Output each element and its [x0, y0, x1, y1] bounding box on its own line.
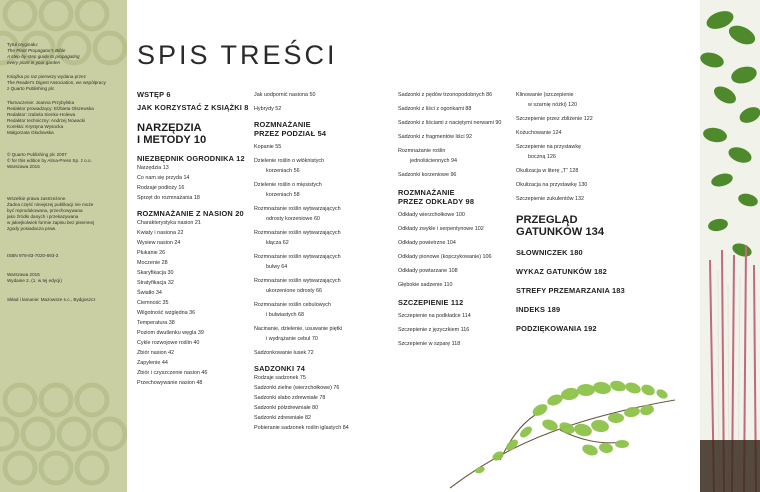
toc-entry: Sadzonki zdrewniałe 82 — [254, 415, 311, 421]
toc-entry: Hybrydy 52 — [254, 106, 282, 112]
toc-heading: SZCZEPIENIE 112 — [398, 298, 464, 307]
imprint-line: © for this edition by Alma-Press Sp. z o.o. — [7, 158, 92, 163]
toc-entry: Klinowanie (szczepienie — [516, 92, 574, 98]
imprint-line: być reprodukowana, przechowywana — [7, 208, 83, 213]
toc-entry: Narzędzia 13 — [137, 165, 169, 171]
toc-entry: Pobieranie sadzonek roślin iglastych 84 — [254, 425, 349, 431]
toc-entry: Co nam się przyda 14 — [137, 175, 190, 181]
toc-entry: Dzielenie roślin o włóknistych — [254, 158, 325, 164]
toc-entry: Odkłady pionowe (kopczykowanie) 106 — [398, 254, 492, 260]
toc-entry: Zbiór nasion 42 — [137, 350, 175, 356]
toc-column-3 — [398, 90, 510, 349]
toc-entry: Odkłady zwykłe i serpentynowe 102 — [398, 226, 484, 232]
toc-entry: Jak uodpornić nasiona 50 — [254, 92, 316, 98]
toc-entry: Sadzonki półzdrewniałe 80 — [254, 405, 319, 411]
toc-entry: Zapylenie 44 — [137, 360, 168, 366]
toc-entry: Okulizacja na przystawkę 130 — [516, 182, 588, 188]
toc-entry: Rozmnażanie roślin cebulowych — [254, 302, 332, 308]
toc-entry: bulwy 64 — [266, 264, 288, 270]
toc-entry: Rodzaje sadzonek 75 — [254, 375, 306, 381]
imprint-line: zgody posiadacza praw. — [7, 226, 57, 231]
toc-heading: STREFY PRZEMARZANIA 183 — [516, 286, 625, 295]
toc-entry: Szczepienie zukulentów 132 — [516, 196, 585, 202]
toc-entry: Sadzonki z liściami z naciętymi nerwami 90 — [398, 120, 502, 126]
imprint-line: Redaktor techniczny: Andrzej Nowacki — [7, 118, 86, 123]
toc-entry: Sprzęt do rozmnażania 18 — [137, 195, 200, 201]
toc-section-heading: PRZEGLĄD — [516, 214, 578, 226]
toc-entry: korzeniach 58 — [266, 192, 300, 198]
imprint-line: w jakiejkolwiek formie zapisu bez pisemnej — [7, 220, 95, 225]
imprint-line: Warszawa 2015 — [7, 272, 40, 277]
toc-column-1 — [137, 90, 249, 388]
toc-entry: Rozmnażanie roślin wytwarzających — [254, 254, 341, 260]
toc-entry: Ciemność 35 — [137, 300, 169, 306]
imprint-line: Żadna część niniejszej publikacji nie może — [7, 202, 94, 207]
imprint-line: Warszawa 2015 — [7, 164, 40, 169]
imprint-line: ISBN 978-83-7020-693-3 — [7, 253, 59, 258]
toc-entry: Rozmnażanie roślin — [398, 148, 446, 154]
toc-entry: Sadzonki z liści z ogonkami 88 — [398, 106, 472, 112]
toc-heading: ROZMNAŻANIE — [398, 188, 455, 197]
imprint-line: The Reader's Digest Association, we współpracy — [7, 80, 106, 85]
toc-entry: korzeniach 56 — [266, 168, 300, 174]
imprint-edition — [7, 272, 121, 284]
toc-heading: INDEKS 189 — [516, 305, 561, 314]
imprint-typesetting — [7, 297, 121, 303]
toc-entry: Stratyfikacja 32 — [137, 280, 174, 286]
toc-entry: Temperatura 38 — [137, 320, 175, 326]
toc-heading: SŁOWNICZEK 180 — [516, 248, 583, 257]
toc-entry: Sadzonkowanie łusek 72 — [254, 350, 314, 356]
imprint-line: Tytuł oryginału: — [7, 42, 38, 47]
toc-entry: Szczepienie na podkładce 114 — [398, 313, 471, 319]
toc-heading: PODZIĘKOWANIA 192 — [516, 324, 597, 333]
toc-section-heading: NARZĘDZIA — [137, 122, 202, 134]
imprint-copyright — [7, 152, 121, 170]
toc-heading: ROZMNAŻANIE — [254, 120, 311, 129]
imprint-line: © Quarto Publishing plc 2007 — [7, 152, 67, 157]
imprint-credits — [7, 100, 121, 136]
toc-entry: Głębokie sadzenie 110 — [398, 282, 453, 288]
toc-entry: Moczenie 28 — [137, 260, 168, 266]
toc-entry: Rozmnażanie roślin wytwarzających — [254, 278, 341, 284]
toc-entry: i bulwiastych 68 — [266, 312, 305, 318]
toc-entry: Okulizacja w literę „T” 128 — [516, 168, 579, 174]
toc-entry: w szarnię nóżki) 120 — [528, 102, 578, 108]
toc-entry: ukorzenione odrosty 66 — [266, 288, 323, 294]
toc-entry: Odkłady powtarzane 108 — [398, 268, 458, 274]
toc-entry: Kożuchowanie 124 — [516, 130, 562, 136]
toc-heading: NIEZBĘDNIK OGRODNIKA 12 — [137, 154, 245, 163]
toc-entry: Sadzonki z pędów trzonopodobnych 86 — [398, 92, 493, 98]
toc-entry: Odkłady powietrzne 104 — [398, 240, 456, 246]
toc-entry: Kwiaty i nasiona 22 — [137, 230, 184, 236]
imprint-line: Redaktor prowadzący: Elżbieta Olszewska — [7, 106, 94, 111]
imprint-publisher — [7, 74, 121, 92]
toc-entry: Wysiew nasion 24 — [137, 240, 181, 246]
imprint-original-title — [7, 42, 121, 66]
toc-entry: Szczepienie w szparę 118 — [398, 341, 461, 347]
imprint-line: z Quarto Publishing plc — [7, 86, 55, 91]
toc-entry: Charakterystyka nasion 21 — [137, 220, 201, 226]
toc-entry: Skaryfikacja 30 — [137, 270, 174, 276]
toc-entry: jednoliściennych 94 — [410, 158, 458, 164]
toc-entry: Poziom dwutlenku węgla 39 — [137, 330, 204, 336]
toc-heading: PRZEZ ODKŁADY 98 — [398, 197, 475, 206]
toc-entry: boczną 126 — [528, 154, 556, 160]
toc-heading: WSTĘP 6 — [137, 90, 171, 99]
toc-entry: Cykle rozwojowe roślin 40 — [137, 340, 200, 346]
toc-entry: Szczepienie z języczkiem 116 — [398, 327, 470, 333]
toc-entry: Odkłady wierzchołkowe 100 — [398, 212, 465, 218]
imprint-line: every plant in your garden — [7, 60, 61, 65]
toc-entry: Sadzonki słabo zdrewniałe 78 — [254, 395, 326, 401]
toc-entry: Sadzonki z fragmentów liści 92 — [398, 134, 473, 140]
toc-entry: Światło 34 — [137, 290, 162, 296]
sprouts-photo — [700, 0, 760, 492]
toc-entry: Sadzonki zielne (wierzchołkowe) 76 — [254, 385, 340, 391]
toc-entry: Dzielenie roślin o mięsistych — [254, 182, 322, 188]
toc-entry: Przechowywanie nasion 48 — [137, 380, 203, 386]
imprint-line: Korekta: Krystyna Wysocka — [7, 124, 64, 129]
imprint-strip — [0, 0, 127, 492]
imprint-line: Małgorzata Głodowska — [7, 130, 54, 135]
toc-entry: odrosty korzeniowe 60 — [266, 216, 320, 222]
toc-entry: i wydrążanie cebul 70 — [266, 336, 318, 342]
toc-entry: kłącza 62 — [266, 240, 289, 246]
imprint-line: Redaktor: Izabela Sienko-Holewa — [7, 112, 76, 117]
imprint-rights — [7, 196, 121, 232]
page-title: SPIS TREŚCI — [137, 40, 338, 70]
toc-entry: Rozmnażanie roślin wytwarzających — [254, 206, 341, 212]
imprint-line: Wszelkie prawa zastrzeżone. — [7, 196, 67, 201]
imprint-line: A step-by-step guide to propagating — [7, 54, 80, 59]
toc-heading: JAK KORZYSTAĆ Z KSIĄŻKI 8 — [137, 103, 249, 112]
imprint-line: Książka po raz pierwszy wydana przez — [7, 74, 86, 79]
toc-column-4 — [516, 90, 636, 333]
imprint-line: The Plant Propagator's Bible — [7, 48, 66, 53]
toc-entry: Szczepienie na przystawkę — [516, 144, 582, 150]
toc-heading: WYKAZ GATUNKÓW 182 — [516, 267, 607, 276]
toc-entry: Nacinanie, dzielenie, usuwanie piętki — [254, 326, 343, 332]
toc-entry: Wilgotność względna 36 — [137, 310, 196, 316]
imprint-line: jako źródło danych i przekazywana — [7, 214, 79, 219]
imprint-line: Wydanie 2. (1. w tej edycji) — [7, 278, 62, 283]
toc-entry: Rozmnażanie roślin wytwarzających — [254, 230, 341, 236]
imprint-line: Tłumaczenie: Joanna Przybylska — [7, 100, 75, 105]
toc-entry: Kopanie 55 — [254, 144, 282, 150]
toc-section-heading: GATUNKÓW 134 — [516, 226, 605, 238]
fern-illustration — [440, 370, 690, 492]
toc-entry: Szczepienie przez zbliżenie 122 — [516, 116, 593, 122]
toc-heading: ROZMNAŻANIE Z NASION 20 — [137, 209, 244, 218]
toc-entry: Zbiór i czyszczenie nasion 46 — [137, 370, 208, 376]
toc-entry: Płukanie 26 — [137, 250, 166, 256]
imprint-line: Skład i łamanie: Mazowsze s.c., Bydgoszcz — [7, 297, 96, 302]
imprint-isbn — [7, 253, 121, 259]
toc-heading: PRZEZ PODZIAŁ 54 — [254, 129, 327, 138]
toc-column-2 — [254, 90, 384, 433]
toc-entry: Rodzaje podłoży 16 — [137, 185, 185, 191]
toc-heading: SADZONKI 74 — [254, 364, 306, 373]
toc-entry: Sadzonki korzeniowe 96 — [398, 172, 457, 178]
toc-section-heading: I METODY 10 — [137, 134, 207, 146]
